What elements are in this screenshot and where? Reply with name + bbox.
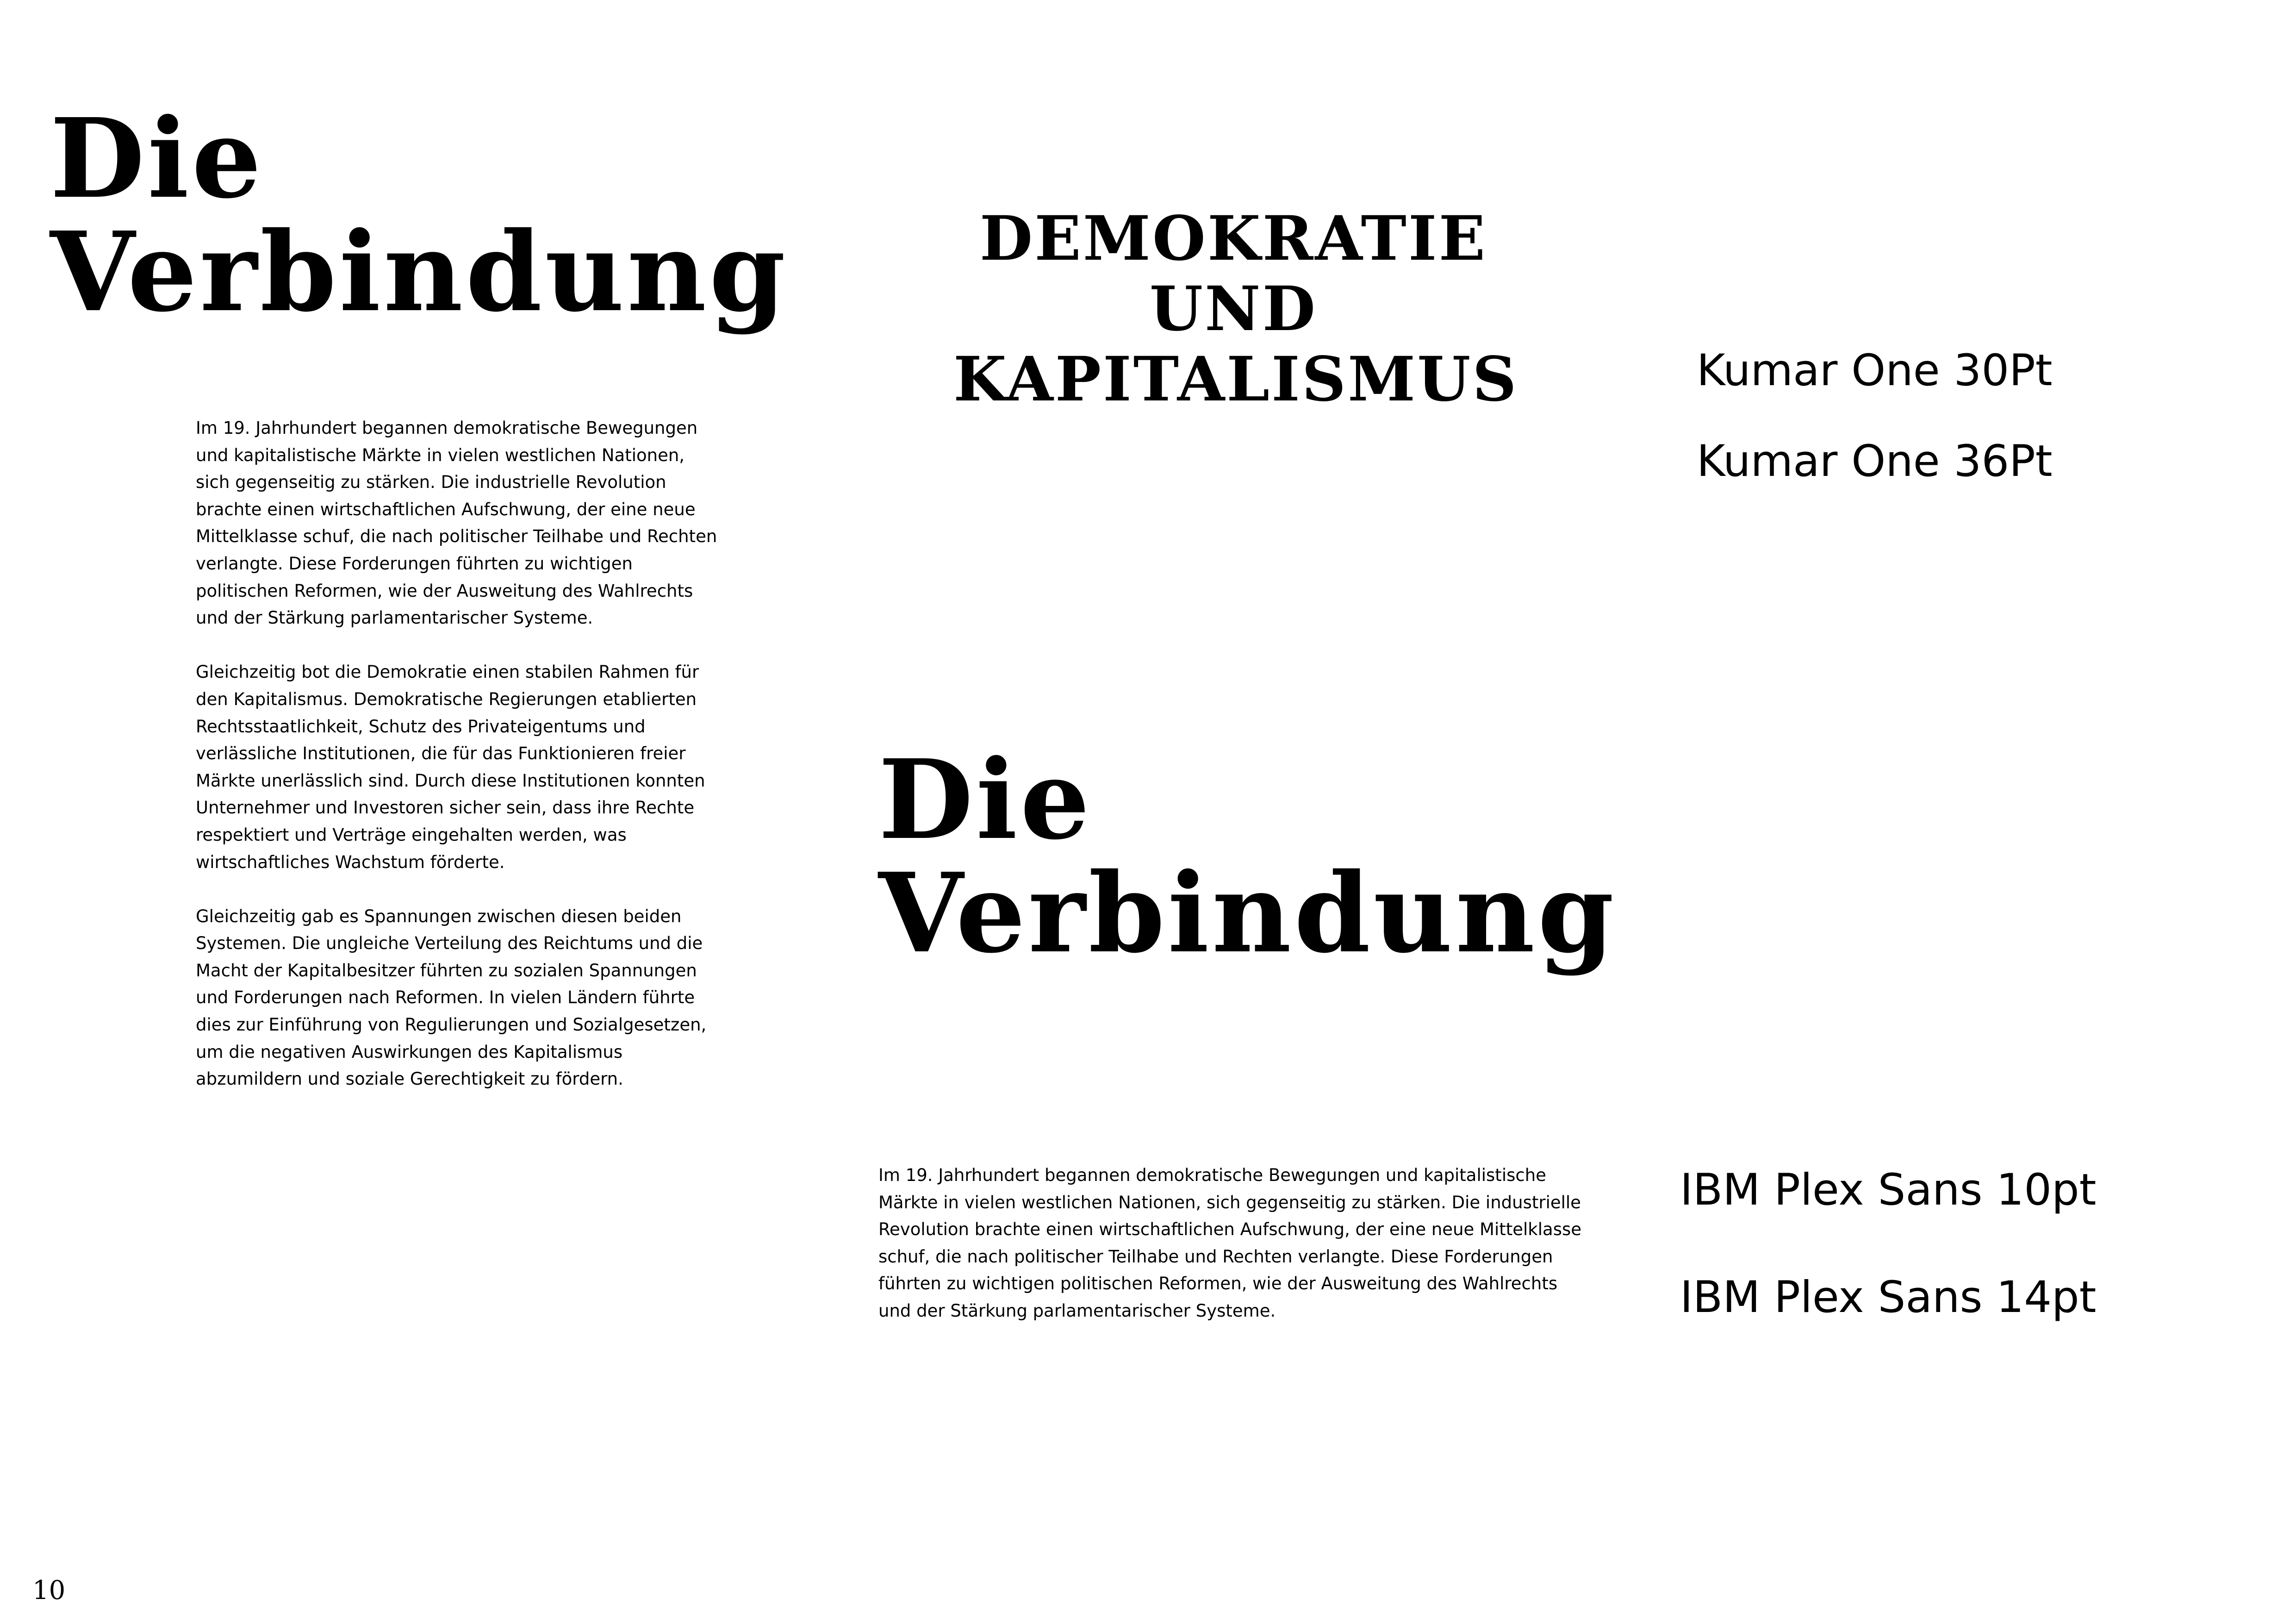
section-heading [953,203,1518,415]
page-number: 10 [32,1575,66,1605]
page-title [50,94,789,336]
sample-title [878,735,1617,977]
heading-line-3: KAPITALISMUS [953,344,1518,415]
body-paragraph-1: Im 19. Jahrhundert begannen demokratische Bewegungen und kapitalistische Märkte in vielen westlichen Nationen, sich gegenseitig zu stärken. Die industrielle Revolution brachte einen wirtschaftlichen Aufschwung, der eine neue Mittelklasse schuf, die nach politischer Teilhabe und Rechten verlangte. Diese Forderungen führten zu wichtigen politischen Reformen, wie der Ausweitung des Wahlrechts und der Stärkung parlamentarischer Systeme. [196,418,717,628]
font-spec-plex-14: IBM Plex Sans 14pt [1680,1272,2097,1323]
body-text-column [196,415,723,1120]
font-spec-kumar-36: Kumar One 36Pt [1697,436,2053,487]
font-spec-kumar-30: Kumar One 30Pt [1697,345,2053,396]
sample-title-line-2: Verbindung [878,849,1617,977]
title-line-2: Verbindung [50,207,789,336]
heading-line-1: DEMOKRATIE [979,203,1487,275]
sample-title-line-1: Die [878,735,1093,864]
body-paragraph-3: Gleichzeitig gab es Spannungen zwischen diesen beiden Systemen. Die ungleiche Verteilung des Reichtums und die Macht der Kapitalbesitzer führten zu sozialen Spannungen und Forderungen nach Reformen. In vielen Ländern führte dies zur Einführung von Regulierungen und Sozialgesetzen, um die negativen Auswirkungen des Kapitalismus abzumildern und soziale Gerechtigkeit zu fördern. [196,906,707,1089]
title-line-1: Die [50,94,264,223]
font-spec-plex-10: IBM Plex Sans 10pt [1680,1165,2097,1215]
heading-line-2: UND [1149,273,1318,345]
body-paragraph-2: Gleichzeitig bot die Demokratie einen stabilen Rahmen für den Kapitalismus. Demokratische Regierungen etablierten Rechtsstaatlichkeit, Schutz des Privateigentums und verlässliche Institutionen, die für das Funktionieren freier Märkte unerlässlich sind. Durch diese Institutionen konnten Unternehmer und Investoren sicher sein, dass ihre Rechte respektiert und Verträge eingehalten werden, was wirtschaftliches Wachstum förderte. [196,662,705,872]
sample-body-text: Im 19. Jahrhundert begannen demokratische Bewegungen und kapitalistische Märkte in vielen westlichen Nationen, sich gegenseitig zu stärken. Die industrielle Revolution brachte einen wirtschaftlichen Aufschwung, der eine neue Mittelklasse schuf, die nach politischer Teilhabe und Rechten verlangte. Diese Forderungen führten zu wichtigen politischen Reformen, wie der Ausweitung des Wahlrechts und der Stärkung parlamentarischer Systeme. [878,1165,1582,1321]
